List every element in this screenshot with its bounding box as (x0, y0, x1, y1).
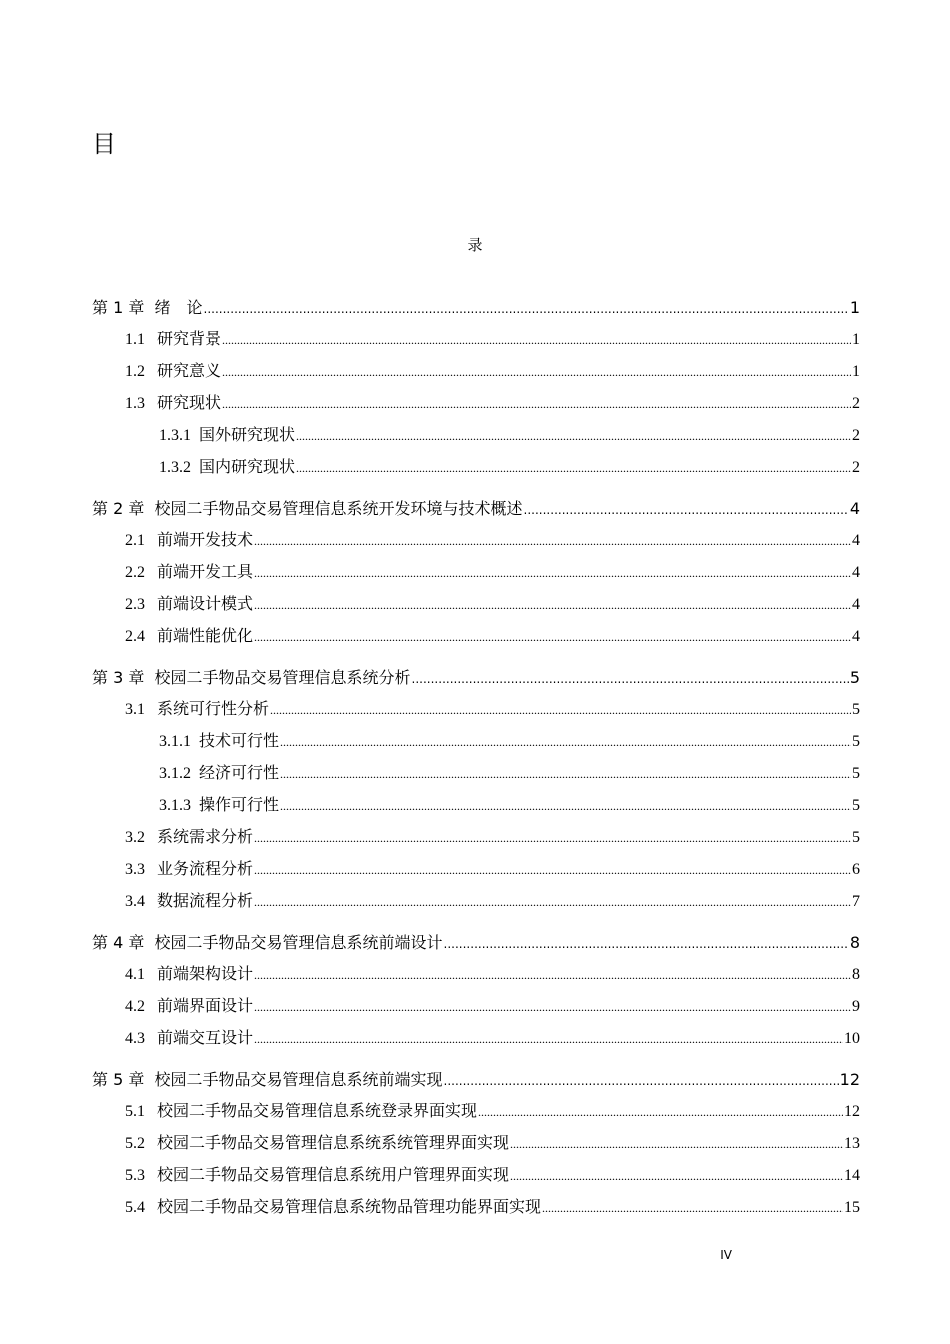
toc-entry-title: 研究现状 (157, 395, 222, 412)
dot-leader (254, 991, 851, 1023)
toc-section-entry[interactable] (92, 1160, 860, 1192)
toc-entry-number: 1.3.2 (159, 459, 191, 476)
toc-entry-label (125, 621, 253, 653)
toc-section-entry[interactable] (92, 356, 860, 388)
toc-entry-page: 5 (852, 733, 860, 750)
toc-entry-number: 1.3.1 (159, 427, 191, 444)
toc-entry-title: 研究意义 (157, 363, 222, 380)
toc-entry-title: 系统可行性分析 (157, 701, 270, 718)
toc-entry-number: 第 3 章 (92, 668, 145, 687)
toc-chapter-entry[interactable] (92, 1064, 860, 1096)
toc-chapter-entry[interactable] (92, 292, 860, 324)
toc-entry-page: 15 (844, 1199, 860, 1216)
dot-leader (254, 886, 851, 918)
toc-entry-page: 4 (849, 499, 860, 518)
toc-entry-page: 2 (852, 395, 860, 412)
dot-leader (510, 1160, 843, 1192)
toc-entry-title: 校园二手物品交易管理信息系统用户管理界面实现 (157, 1167, 510, 1184)
toc-entry-number: 4.2 (125, 998, 145, 1015)
toc-entry-number: 2.4 (125, 628, 145, 645)
toc-entry-label (125, 854, 253, 886)
toc-entry-number: 1.3 (125, 395, 145, 412)
toc-entry-title: 业务流程分析 (157, 861, 254, 878)
toc-entry-number: 2.3 (125, 596, 145, 613)
toc-section-entry[interactable] (92, 621, 860, 653)
toc-section-entry[interactable] (92, 1128, 860, 1160)
toc-entry-label (125, 1023, 253, 1055)
toc-entry-number: 3.2 (125, 829, 145, 846)
toc-entry-label (125, 1160, 509, 1192)
toc-entry-label (159, 790, 279, 822)
toc-entry-title: 校园二手物品交易管理信息系统前端设计 (154, 933, 443, 952)
toc-entry-label (159, 420, 295, 452)
toc-entry-label (92, 1064, 443, 1096)
toc-entry-label (125, 324, 221, 356)
toc-entry-title: 前端设计模式 (157, 596, 254, 613)
dot-leader (478, 1096, 843, 1128)
toc-entry-label (92, 927, 443, 959)
toc-entry-title: 研究背景 (157, 331, 222, 348)
toc-entry-title: 国外研究现状 (199, 427, 296, 444)
toc-entry-number: 3.1.1 (159, 733, 191, 750)
toc-entry-number: 5.4 (125, 1199, 145, 1216)
toc-entry-number: 3.1 (125, 701, 145, 718)
dot-leader (254, 854, 851, 886)
dot-leader (222, 356, 851, 388)
toc-entry-label (92, 292, 203, 324)
toc-heading-second: 录 (467, 236, 483, 254)
dot-leader (222, 388, 851, 420)
toc-section-entry[interactable] (92, 694, 860, 726)
toc-section-entry[interactable] (92, 822, 860, 854)
dot-leader (444, 1065, 839, 1097)
toc-entry-label (159, 726, 279, 758)
toc-entry-page: 8 (849, 933, 860, 952)
toc-entry-title: 数据流程分析 (157, 893, 254, 910)
toc-entry-label (125, 822, 253, 854)
toc-section-entry[interactable] (92, 886, 860, 918)
toc-entry-page: 14 (844, 1167, 860, 1184)
toc-section-entry[interactable] (92, 991, 860, 1023)
toc-entry-page: 5 (852, 829, 860, 846)
toc-entry-title: 校园二手物品交易管理信息系统开发环境与技术概述 (154, 499, 523, 518)
toc-entry-page: 13 (844, 1135, 860, 1152)
dot-leader (254, 621, 851, 653)
toc-entry-page: 1 (849, 298, 860, 317)
toc-entry-number: 5.1 (125, 1103, 145, 1120)
toc-entry-page: 1 (852, 363, 860, 380)
dot-leader (222, 324, 851, 356)
dot-leader (510, 1128, 843, 1160)
toc-entry-title: 技术可行性 (199, 733, 280, 750)
toc-entry-number: 5.3 (125, 1167, 145, 1184)
toc-entry-label (125, 557, 253, 589)
toc-entry-title: 前端界面设计 (157, 998, 254, 1015)
toc-entry-label (125, 1128, 509, 1160)
toc-entry-label (125, 388, 221, 420)
toc-entry-page: 4 (852, 628, 860, 645)
toc-entry-page: 1 (852, 331, 860, 348)
toc-entry-number: 4.1 (125, 966, 145, 983)
toc-entry-title: 校园二手物品交易管理信息系统前端实现 (154, 1070, 443, 1089)
dot-leader (280, 726, 851, 758)
toc-entry-number: 第 1 章 (92, 298, 145, 317)
toc-section-entry[interactable] (92, 726, 860, 758)
dot-leader (204, 293, 849, 325)
toc-section-entry[interactable] (92, 420, 860, 452)
toc-entry-page: 4 (852, 564, 860, 581)
toc-entry-page: 7 (852, 893, 860, 910)
toc-section-entry[interactable] (92, 854, 860, 886)
toc-entry-label (125, 886, 253, 918)
toc-entry-number: 第 4 章 (92, 933, 145, 952)
toc-entry-title: 国内研究现状 (199, 459, 296, 476)
toc-entry-label (125, 525, 253, 557)
toc-entry-title: 操作可行性 (199, 797, 280, 814)
toc-heading-top: 目 (92, 130, 116, 158)
dot-leader (254, 589, 851, 621)
dot-leader (254, 557, 851, 589)
toc-entry-number: 第 5 章 (92, 1070, 145, 1089)
toc-entry-title: 前端交互设计 (157, 1030, 254, 1047)
toc-section-entry[interactable] (92, 452, 860, 484)
dot-leader (542, 1192, 843, 1224)
toc-section-entry[interactable] (92, 525, 860, 557)
toc-entry-page: 4 (852, 596, 860, 613)
toc-entry-label (92, 662, 411, 694)
toc-entry-title: 校园二手物品交易管理信息系统登录界面实现 (157, 1103, 478, 1120)
toc-entry-title: 前端开发工具 (157, 564, 254, 581)
toc-entry-page: 5 (852, 797, 860, 814)
dot-leader (412, 663, 849, 695)
toc-entry-label (159, 452, 295, 484)
toc-entry-label (125, 1192, 541, 1224)
toc-section-entry[interactable] (92, 758, 860, 790)
toc-entry-page: 6 (852, 861, 860, 878)
page-number: IV (720, 1248, 732, 1262)
toc-chapter-entry[interactable] (92, 662, 860, 694)
toc-entry-page: 9 (852, 998, 860, 1015)
toc-entry-page: 12 (844, 1103, 860, 1120)
toc-entry-title: 校园二手物品交易管理信息系统系统管理界面实现 (157, 1135, 510, 1152)
dot-leader (254, 959, 851, 991)
toc-entry-number: 3.1.3 (159, 797, 191, 814)
toc-entry-label (92, 493, 523, 525)
toc-entry-page: 5 (852, 765, 860, 782)
toc-entry-number: 3.3 (125, 861, 145, 878)
toc-entry-title: 校园二手物品交易管理信息系统分析 (154, 668, 411, 687)
toc-entry-number: 3.1.2 (159, 765, 191, 782)
toc-entry-page: 12 (839, 1070, 860, 1089)
toc-entry-label (125, 959, 253, 991)
toc-entry-number: 3.4 (125, 893, 145, 910)
toc-entry-label (125, 589, 253, 621)
toc-section-entry[interactable] (92, 790, 860, 822)
toc-entry-number: 4.3 (125, 1030, 145, 1047)
toc-entry-number: 1.2 (125, 363, 145, 380)
toc-entry-label (125, 356, 221, 388)
toc-entry-label (159, 758, 279, 790)
toc-chapter-entry[interactable] (92, 927, 860, 959)
toc-entry-title: 前端性能优化 (157, 628, 254, 645)
toc-section-entry[interactable] (92, 1023, 860, 1055)
dot-leader (280, 758, 851, 790)
toc-entry-title: 绪 论 (154, 298, 203, 317)
toc-entry-page: 2 (852, 427, 860, 444)
toc-entry-title: 前端架构设计 (157, 966, 254, 983)
toc-section-entry[interactable] (92, 324, 860, 356)
toc-entry-title: 经济可行性 (199, 765, 280, 782)
dot-leader (296, 420, 851, 452)
toc-chapter-entry[interactable] (92, 493, 860, 525)
toc-entry-number: 5.2 (125, 1135, 145, 1152)
toc-entry-page: 4 (852, 532, 860, 549)
toc-entry-page: 10 (844, 1030, 860, 1047)
toc-entry-title: 校园二手物品交易管理信息系统物品管理功能界面实现 (157, 1199, 542, 1216)
toc-section-entry[interactable] (92, 1096, 860, 1128)
dot-leader (254, 525, 851, 557)
dot-leader (296, 452, 851, 484)
toc-section-entry[interactable] (92, 959, 860, 991)
toc-section-entry[interactable] (92, 589, 860, 621)
toc-section-entry[interactable] (92, 1192, 860, 1224)
toc-entry-title: 系统需求分析 (157, 829, 254, 846)
dot-leader (254, 1023, 843, 1055)
toc-entry-number: 1.1 (125, 331, 145, 348)
toc-entry-page: 5 (849, 668, 860, 687)
toc-entry-title: 前端开发技术 (157, 532, 254, 549)
dot-leader (254, 822, 851, 854)
dot-leader (280, 790, 851, 822)
table-of-contents (92, 292, 860, 1224)
toc-entry-number: 2.1 (125, 532, 145, 549)
dot-leader (524, 494, 849, 526)
toc-entry-label (125, 1096, 477, 1128)
toc-section-entry[interactable] (92, 388, 860, 420)
toc-entry-number: 2.2 (125, 564, 145, 581)
toc-entry-page: 8 (852, 966, 860, 983)
toc-section-entry[interactable] (92, 557, 860, 589)
toc-entry-page: 5 (852, 701, 860, 718)
dot-leader (444, 928, 849, 960)
dot-leader (270, 694, 851, 726)
toc-entry-number: 第 2 章 (92, 499, 145, 518)
toc-entry-page: 2 (852, 459, 860, 476)
toc-entry-label (125, 694, 269, 726)
toc-entry-label (125, 991, 253, 1023)
